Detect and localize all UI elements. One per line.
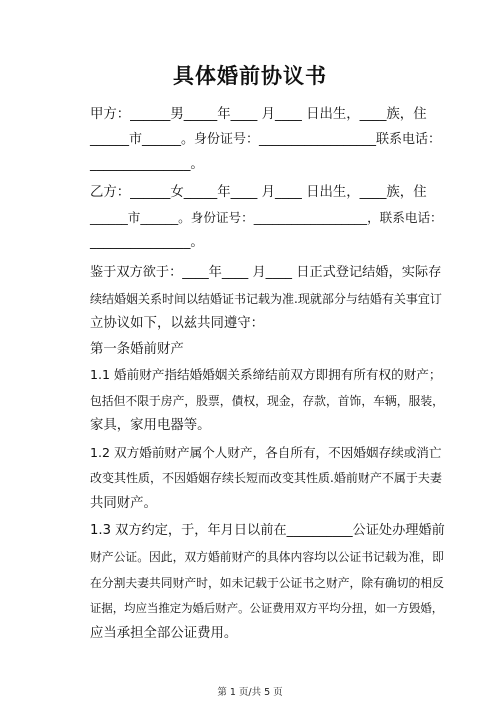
clause-1-2-line-2: 改变其性质，不因婚姻存续长短而改变其性质.婚前财产不属于夫妻 — [90, 471, 442, 485]
document-title: 具体婚前协议书 — [173, 64, 327, 88]
article-1-heading: 第一条婚前财产 — [90, 342, 184, 357]
party-b-line-3: _______________。 — [90, 235, 204, 250]
clause-1-2-line-1: 1.2 双方婚前财产属个人财产，各自所有，不因婚姻存续或消亡 — [90, 445, 442, 460]
clause-1-1-line-2: 包括但不限于房产，股票，債权，现金，存款，首饰，车辆，服装， — [90, 394, 444, 408]
intro-line-1: 鉴于双方欲于：____年____ 月____ 日正式登记结婚，实际存 — [90, 265, 442, 280]
clause-1-1-line-3: 家具，家用电器等。 — [90, 418, 211, 433]
intro-line-2: 续结婚姻关系时间以结婚证书记载为准.现就部分与结婚有关事宜订 — [90, 292, 442, 306]
clause-1-3-line-5: 应当承担全部公证费用。 — [90, 626, 238, 641]
intro-line-3: 立协议如下，以兹共同遵守： — [90, 316, 265, 331]
party-a-line-1: 甲方：______男_____年____ 月____ 日出生，____族，住 — [90, 107, 427, 122]
party-b-line-2: ______市______。身份证号：__________________，联系电话： — [90, 210, 443, 225]
clause-1-3-line-2: 财产公证。因此，双方婚前财产的具体内容均以公证书记载为准，即 — [90, 550, 444, 564]
page-footer: 第 1 页/共 5 页 — [217, 687, 283, 698]
clause-1-1-line-1: 1.1 婚前财产指结婚婚姻关系缔结前双方即拥有所有权的财产； — [90, 367, 442, 382]
party-a-line-3: _______________。 — [90, 157, 204, 172]
party-a-line-2: ______市______。身份证号：__________________联系电话： — [90, 132, 442, 147]
clause-1-2-line-3: 共同财产。 — [90, 496, 157, 511]
party-b-line-1: 乙方：______女_____年____ 月____ 日出生，____族，住 — [90, 185, 427, 200]
clause-1-3-line-3: 在分割夫妻共同财产时，如未记载于公证书之财产，除有确切的相反 — [90, 576, 444, 590]
clause-1-3-line-4: 证据，均应当推定为婚后财产。公证费用双方平均分扭，如一方毁婚， — [90, 601, 444, 615]
clause-1-3-line-1: 1.3 双方约定，于，年月日以前在__________公证处办理婚前 — [90, 523, 445, 538]
